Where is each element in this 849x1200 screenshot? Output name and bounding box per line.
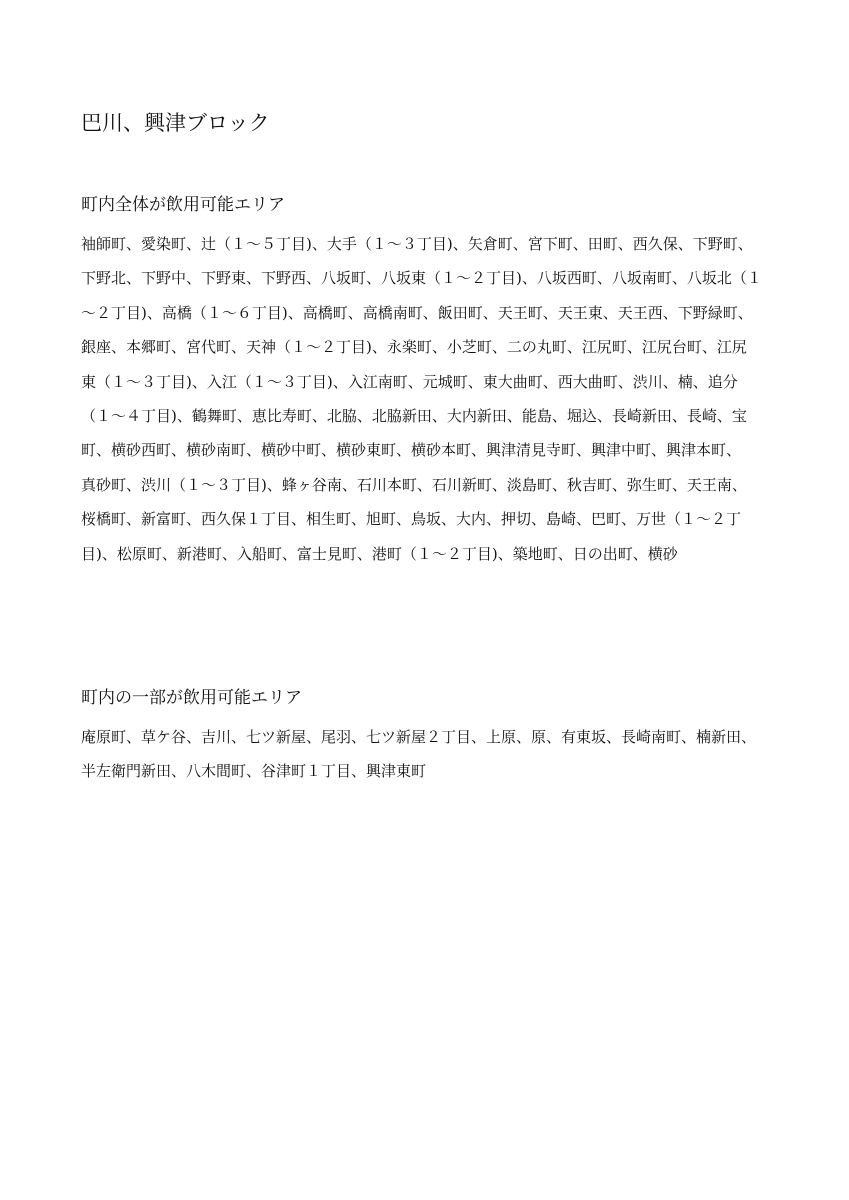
page-title: 巴川、興津ブロック: [81, 111, 270, 135]
section-text-partial-area: 庵原町、草ケ谷、吉川、七ツ新屋、尾羽、七ツ新屋２丁目、上原、原、有東坂、長崎南町、楠新田、 半左衛門新田、八木間町、谷津町１丁目、興津東町: [81, 728, 757, 781]
section-heading-partial-area: 町内の一部が飲用可能エリア: [81, 688, 302, 708]
section-full-area: [81, 191, 781, 571]
section-heading-full-area: 町内全体が飲用可能エリア: [81, 195, 285, 215]
section-partial-area: [81, 684, 781, 789]
section-text-full-area: 袖師町、愛染町、辻（１～５丁目)、大手（１～３丁目)、矢倉町、宮下町、田町、西久保、下野町、 下野北、下野中、下野東、下野西、八坂町、八坂東（１～２丁目)、八坂西町、八坂南町、八坂北（１ ～２丁目)、高橋（１～６丁目)、高橋町、高橋南町、飯田町、天王町、天王東、天王西、下野緑町、 銀座、本郷町、宮代町、天神（１～２丁目)、永楽町、小芝町、二の丸町、江尻町、江尻台町、江尻 東（１～３丁目)、入江（１～３丁目)、入江南町、元城町、東大曲町、西大曲町、渋川、楠、追分 （１～４丁目)、鶴舞町、恵比寿町、北脇、北脇新田、大内新田、能島、堀込、長崎新田、長崎、宝 町、横砂西町、横砂南町、横砂中町、横砂東町、横砂本町、興津清見寺町、興津中町、興津本町、 真砂町、渋川（１～３丁目)、蜂ヶ谷南、石川本町、石川新町、淡島町、秋吉町、弥生町、天王南、 桜橋町、新富町、西久保１丁目、相生町、旭町、鳥坂、大内、押切、島崎、巴町、万世（１～２丁 目)、松原町、新港町、入船町、富士見町、港町（１～２丁目)、築地町、日の出町、横砂: [81, 235, 762, 563]
